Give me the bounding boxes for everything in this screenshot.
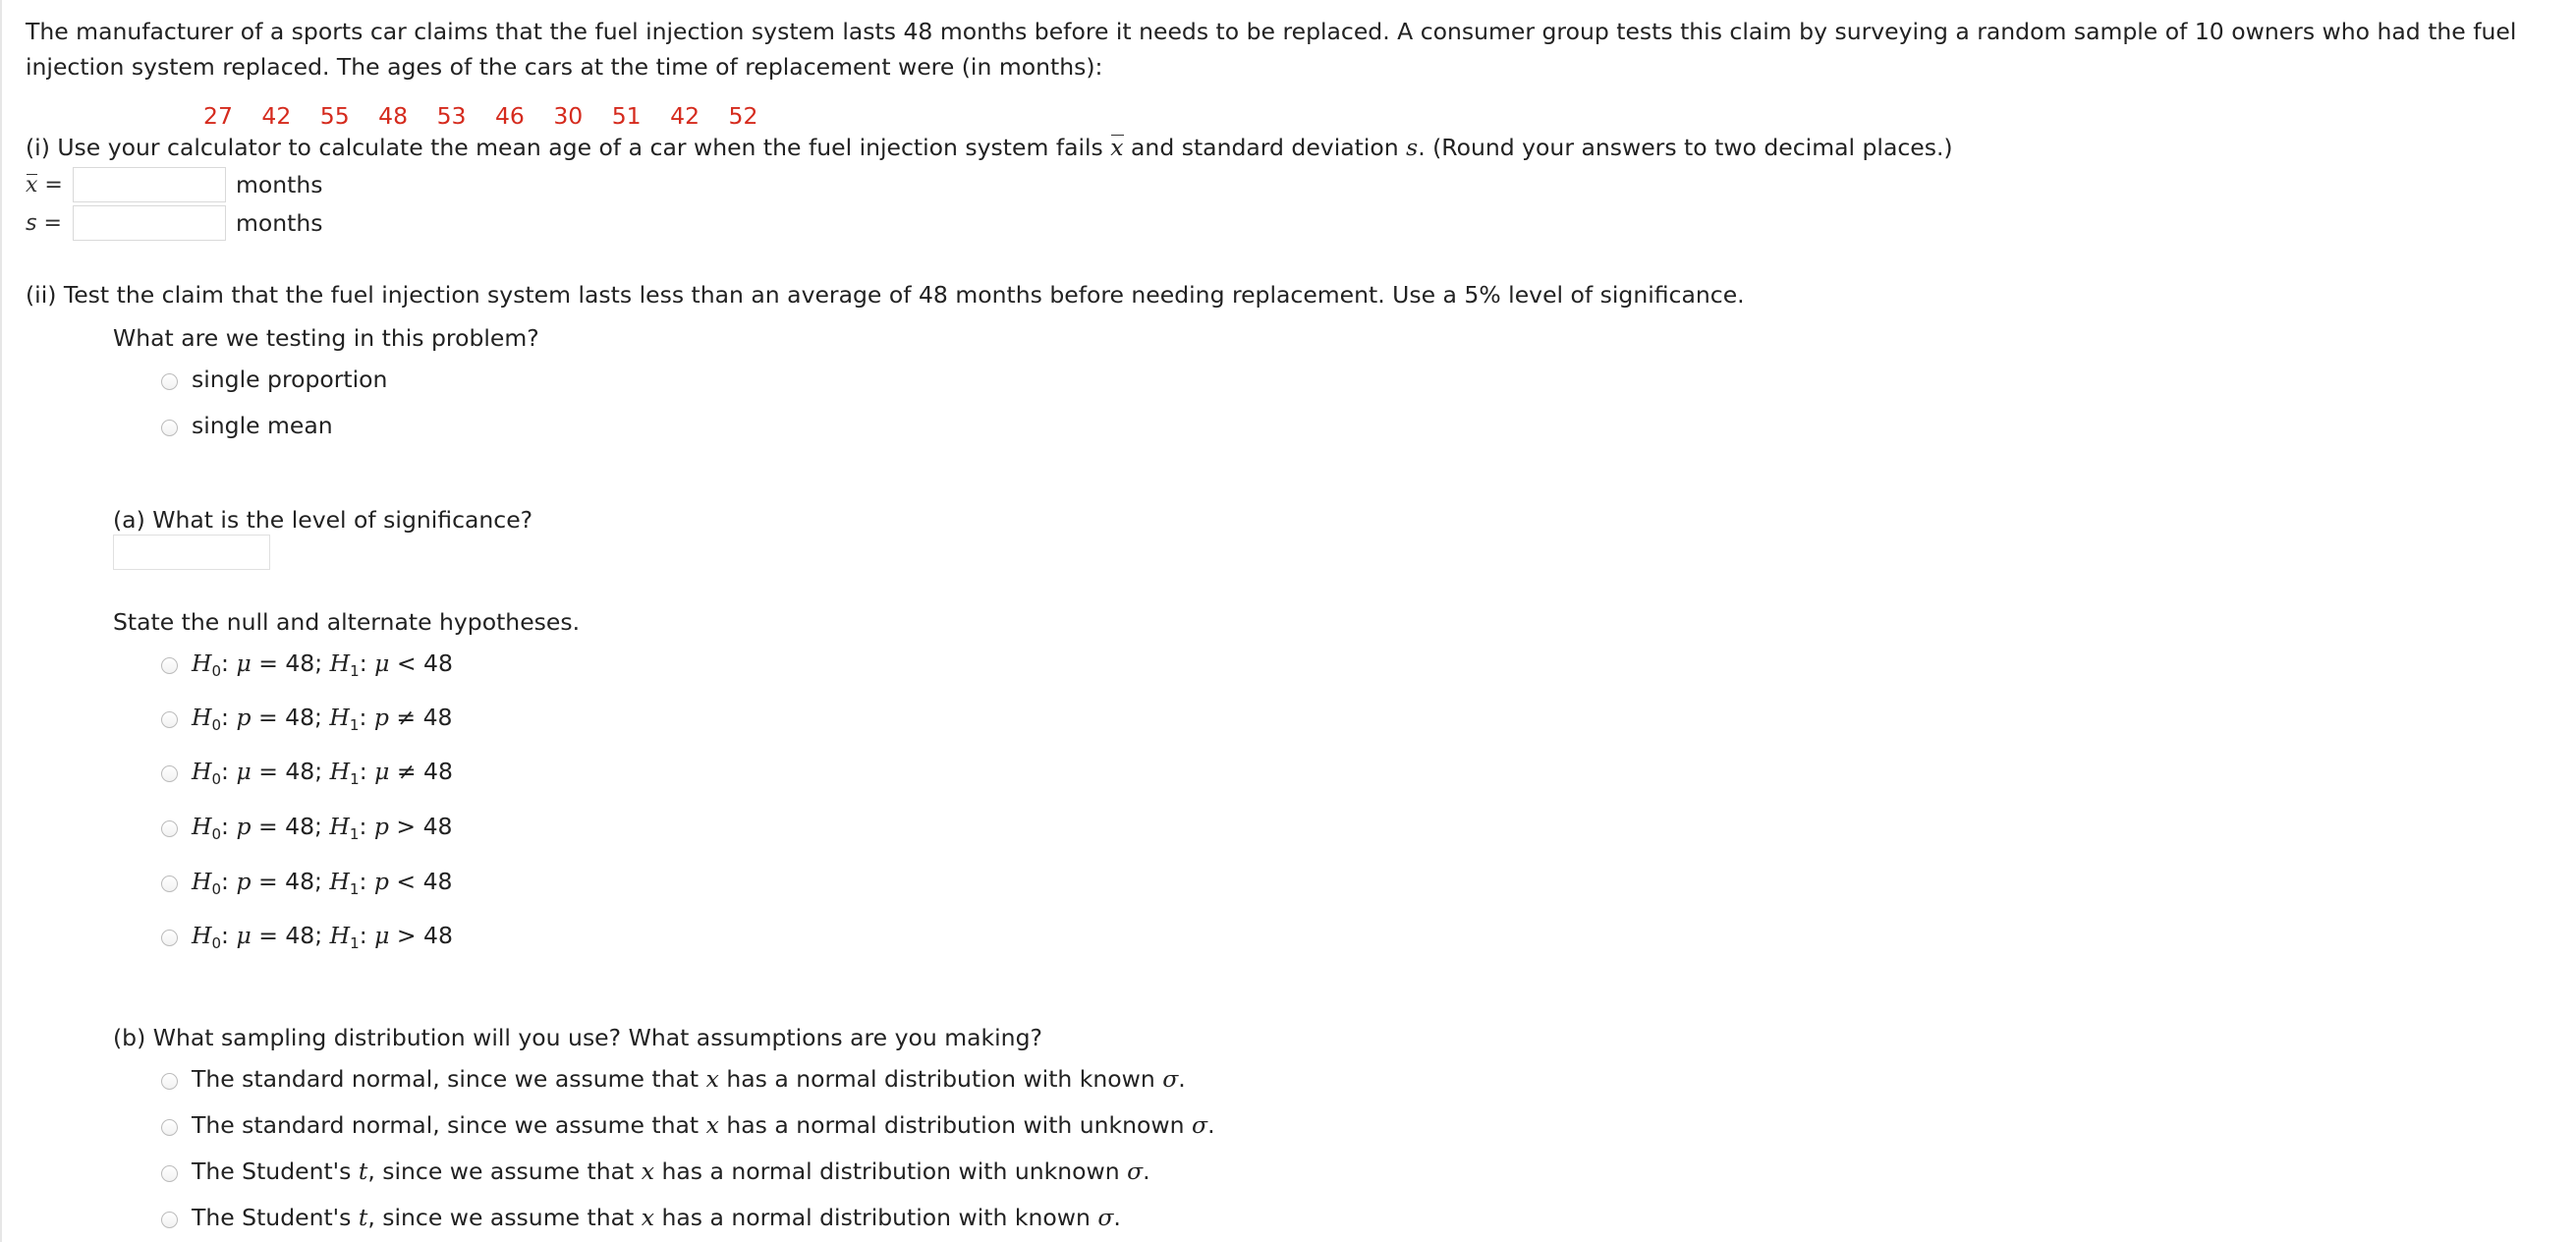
part-i-prompt-text-2: and standard deviation bbox=[1131, 134, 1399, 161]
data-value: 53 bbox=[436, 102, 467, 130]
radio-hypothesis[interactable] bbox=[161, 820, 178, 837]
radio-distribution[interactable] bbox=[161, 1119, 178, 1136]
equals-sign: = bbox=[44, 172, 63, 198]
xbar-symbol: x bbox=[1110, 134, 1124, 161]
radio-hypothesis[interactable] bbox=[161, 657, 178, 674]
sd-unit: months bbox=[236, 209, 323, 237]
sd-input[interactable] bbox=[73, 205, 226, 241]
radio-distribution[interactable] bbox=[161, 1165, 178, 1182]
mean-label bbox=[26, 173, 73, 198]
data-value: 27 bbox=[203, 102, 233, 130]
significance-input[interactable] bbox=[113, 535, 270, 570]
data-value: 30 bbox=[553, 102, 584, 130]
mean-row bbox=[26, 167, 323, 202]
distribution-option: The standard normal, since we assume that x has a normal distribution with unknown σ. bbox=[192, 1111, 1215, 1139]
hypothesis-option: $H_0$: μ = 48; $H_1$: μ < 48 bbox=[192, 649, 453, 680]
data-value: 42 bbox=[670, 102, 700, 130]
radio-distribution[interactable] bbox=[161, 1073, 178, 1090]
hypothesis-option: $H_0$: p = 48; $H_1$: p < 48 bbox=[192, 868, 453, 898]
radio-hypothesis[interactable] bbox=[161, 875, 178, 892]
distribution-option: The Student's t, since we assume that x has a normal distribution with unknown σ. bbox=[192, 1157, 1150, 1185]
significance-question: (a) What is the level of significance? bbox=[113, 506, 533, 534]
distribution-option: The standard normal, since we assume that x has a normal distribution with known σ. bbox=[192, 1065, 1186, 1093]
distribution-question: (b) What sampling distribution will you use? What assumptions are you making? bbox=[113, 1024, 1042, 1051]
data-value: 51 bbox=[611, 102, 642, 130]
part-i-prompt bbox=[26, 134, 1953, 161]
hypothesis-option: $H_0$: μ = 48; $H_1$: μ > 48 bbox=[192, 922, 453, 952]
testing-question: What are we testing in this problem? bbox=[113, 324, 539, 352]
radio-hypothesis[interactable] bbox=[161, 930, 178, 946]
hypothesis-option: $H_0$: p = 48; $H_1$: p ≠ 48 bbox=[192, 704, 453, 734]
hypothesis-option: $H_0$: μ = 48; $H_1$: μ ≠ 48 bbox=[192, 758, 453, 788]
s-symbol: s bbox=[1406, 134, 1419, 161]
radio-single-mean[interactable] bbox=[161, 420, 178, 436]
sd-row bbox=[26, 205, 323, 241]
data-value: 42 bbox=[261, 102, 292, 130]
part-ii-prompt: (ii) Test the claim that the fuel injection system lasts less than an average of 48 months before needing replacement. Use a 5% level of significance. bbox=[26, 281, 1745, 309]
sd-label: s = bbox=[26, 210, 62, 236]
option-single-proportion: single proportion bbox=[192, 366, 388, 393]
problem-intro: The manufacturer of a sports car claims that the fuel injection system lasts 48 months before it needs to be replaced. A consumer group tests this claim by surveying a random sample of 10 owners who had the fuel injection system replaced. The ages of the cars at the time of replacement were (in months): bbox=[26, 18, 2517, 81]
xbar-symbol: x bbox=[26, 172, 38, 198]
part-i-prompt-text-3: . (Round your answers to two decimal places.) bbox=[1418, 134, 1953, 161]
radio-hypothesis[interactable] bbox=[161, 765, 178, 782]
data-value: 46 bbox=[494, 102, 525, 130]
data-value: 52 bbox=[728, 102, 758, 130]
data-value: 55 bbox=[319, 102, 350, 130]
radio-single-proportion[interactable] bbox=[161, 373, 178, 390]
radio-distribution[interactable] bbox=[161, 1212, 178, 1228]
data-value: 48 bbox=[378, 102, 409, 130]
part-i-prompt-text: (i) Use your calculator to calculate the mean age of a car when the fuel injection system fails bbox=[26, 134, 1103, 161]
mean-input[interactable] bbox=[73, 167, 226, 202]
hypotheses-question: State the null and alternate hypotheses. bbox=[113, 608, 581, 636]
data-values bbox=[203, 102, 779, 130]
radio-hypothesis[interactable] bbox=[161, 711, 178, 728]
option-single-mean: single mean bbox=[192, 412, 333, 439]
distribution-option: The Student's t, since we assume that x has a normal distribution with known σ. bbox=[192, 1204, 1121, 1231]
mean-unit: months bbox=[236, 171, 323, 198]
hypothesis-option: $H_0$: p = 48; $H_1$: p > 48 bbox=[192, 813, 453, 843]
